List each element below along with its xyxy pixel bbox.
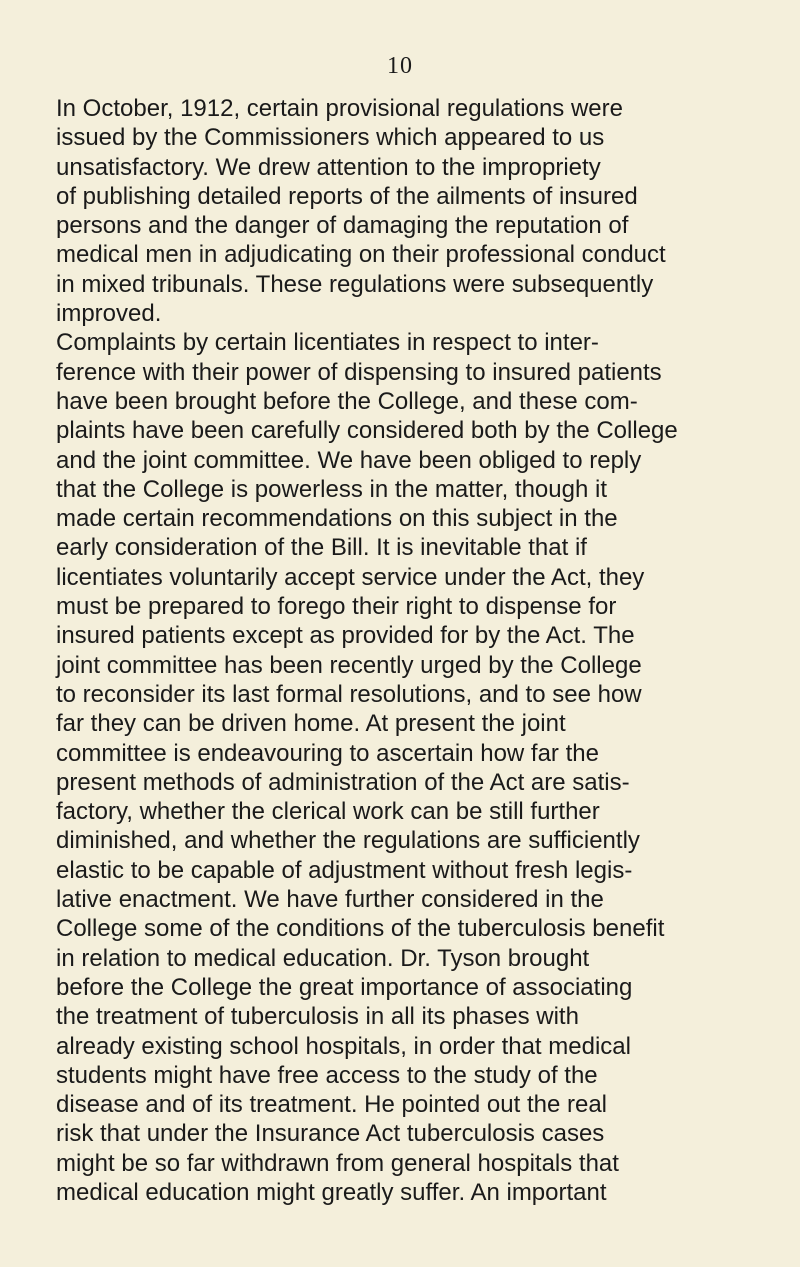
text-line: persons and the danger of damaging the reputation of (56, 212, 629, 240)
text-line: far they can be driven home. At present the joint (56, 710, 566, 738)
text-line: early consideration of the Bill. It is inevitable that if (56, 534, 587, 562)
text-line: of publishing detailed reports of the ailments of insured (56, 182, 638, 210)
text-line: ference with their power of dispensing to insured patients (56, 358, 662, 386)
text-line: licentiates voluntarily accept service under the Act, they (56, 563, 645, 591)
text-line: students might have free access to the study of the (56, 1061, 598, 1089)
body-text (56, 94, 776, 1207)
text-line: and the joint committee. We have been obliged to reply (56, 446, 642, 474)
text-line: Complaints by certain licentiates in respect to inter- (56, 329, 599, 357)
text-line: In October, 1912, certain provisional regulations were (56, 95, 623, 122)
text-line: medical men in adjudicating on their professional conduct (56, 241, 666, 269)
text-line: insured patients except as provided for by the Act. The (56, 622, 635, 650)
text-line: already existing school hospitals, in order that medical (56, 1032, 631, 1060)
text-line: lative enactment. We have further considered in the (56, 886, 604, 914)
text-line: joint committee has been recently urged by the College (56, 651, 642, 679)
text-line: elastic to be capable of adjustment without fresh legis- (56, 856, 633, 884)
text-line: College some of the conditions of the tuberculosis benefit (56, 915, 665, 943)
text-line: must be prepared to forego their right to dispense for (56, 593, 617, 621)
text-line: to reconsider its last formal resolutions, and to see how (56, 680, 642, 708)
text-line: have been brought before the College, and these com- (56, 387, 638, 415)
text-line: plaints have been carefully considered both by the College (56, 417, 678, 445)
text-line: in mixed tribunals. These regulations were subsequently (56, 270, 654, 298)
text-line: diminished, and whether the regulations are sufficiently (56, 827, 640, 855)
text-line: present methods of administration of the Act are satis- (56, 768, 630, 796)
page-number: 10 (387, 53, 413, 79)
text-line: the treatment of tuberculosis in all its phases with (56, 1003, 579, 1031)
text-line: issued by the Commissioners which appeared to us (56, 124, 605, 152)
text-line: in relation to medical education. Dr. Tyson brought (56, 944, 590, 972)
text-line: before the College the great importance of associating (56, 973, 633, 1001)
text-line: factory, whether the clerical work can be still further (56, 798, 600, 826)
text-line: unsatisfactory. We drew attention to the impropriety (56, 153, 601, 181)
text-line: improved. (56, 300, 162, 328)
text-line: disease and of its treatment. He pointed out the real (56, 1091, 608, 1119)
text-line: that the College is powerless in the matter, though it (56, 475, 607, 503)
text-line: might be so far withdrawn from general hospitals that (56, 1149, 619, 1177)
text-line: medical education might greatly suffer. An important (56, 1178, 607, 1206)
text-line: committee is endeavouring to ascertain how far the (56, 739, 599, 767)
text-line: risk that under the Insurance Act tuberculosis cases (56, 1120, 605, 1148)
text-line: made certain recommendations on this subject in the (56, 505, 618, 533)
